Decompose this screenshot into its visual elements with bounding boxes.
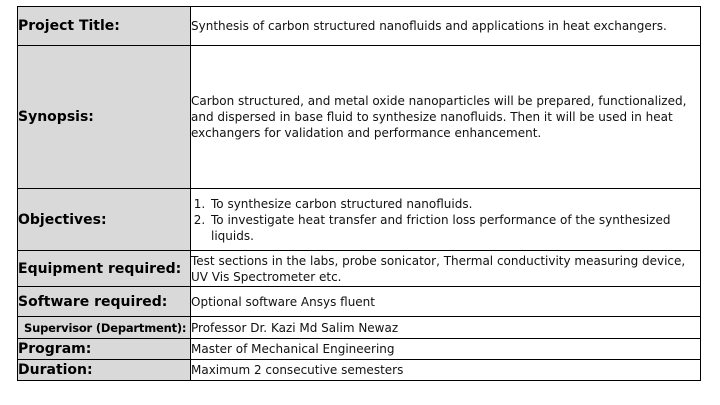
synopsis-label: Synopsis: bbox=[18, 46, 191, 189]
duration-value: Maximum 2 consecutive semesters bbox=[191, 360, 701, 381]
project-details-table bbox=[17, 6, 701, 381]
objective-item: 1. To synthesize carbon structured nanofluids. bbox=[209, 196, 700, 212]
duration-row bbox=[18, 360, 701, 381]
equipment-row bbox=[18, 251, 701, 287]
supervisor-label: Supervisor (Department): bbox=[18, 317, 191, 339]
synopsis-row bbox=[18, 46, 701, 189]
objective-item: 2. To investigate heat transfer and friction loss performance of the synthesized liquids. bbox=[209, 212, 700, 244]
equipment-value: Test sections in the labs, probe sonicator, Thermal conductivity measuring device, UV Vis Spectrometer etc. bbox=[191, 251, 701, 287]
program-label: Program: bbox=[18, 339, 191, 360]
supervisor-row bbox=[18, 317, 701, 339]
software-value: Optional software Ansys fluent bbox=[191, 287, 701, 317]
supervisor-value: Professor Dr. Kazi Md Salim Newaz bbox=[191, 317, 701, 339]
synopsis-value: Carbon structured, and metal oxide nanoparticles will be prepared, functionalized, and dispersed in base fluid to synthesize nanofluids. Then it will be used in heat exchangers for validation and performance enhancement. bbox=[191, 46, 701, 189]
program-row bbox=[18, 339, 701, 360]
project-title-label: Project Title: bbox=[18, 7, 191, 46]
objectives-list bbox=[191, 196, 700, 244]
project-title-value: Synthesis of carbon structured nanofluids and applications in heat exchangers. bbox=[191, 7, 701, 46]
objectives-row bbox=[18, 189, 701, 251]
project-title-row bbox=[18, 7, 701, 46]
software-row bbox=[18, 287, 701, 317]
software-label: Software required: bbox=[18, 287, 191, 317]
program-value: Master of Mechanical Engineering bbox=[191, 339, 701, 360]
duration-label: Duration: bbox=[18, 360, 191, 381]
objectives-label: Objectives: bbox=[18, 189, 191, 251]
equipment-label: Equipment required: bbox=[18, 251, 191, 287]
objectives-value bbox=[191, 189, 701, 251]
